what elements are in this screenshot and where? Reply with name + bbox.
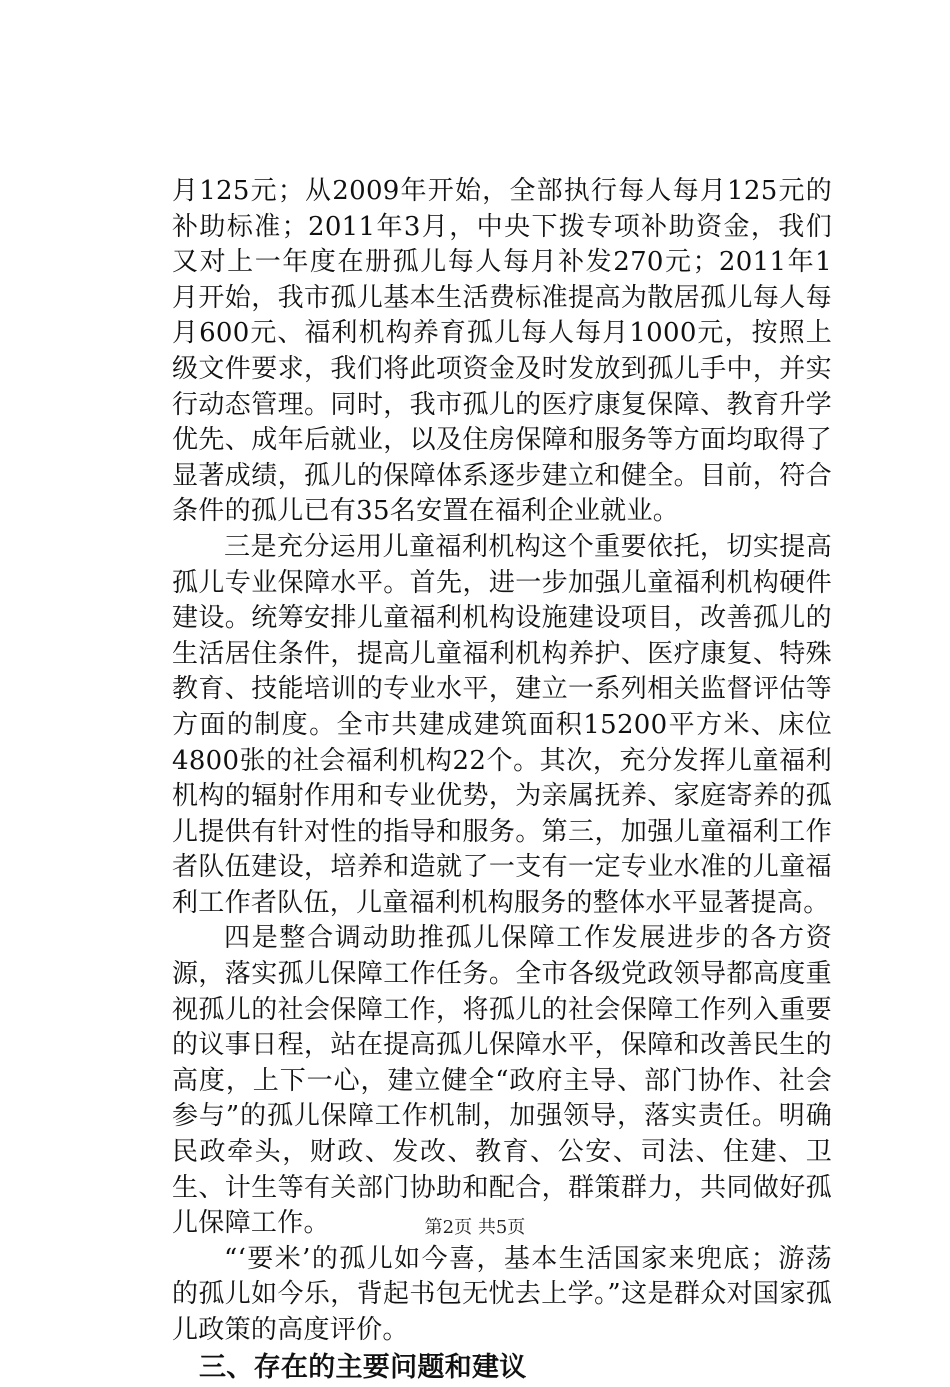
page-footer: 第2页 共5页: [424, 1217, 526, 1238]
paragraph-third-point: 三是充分运用儿童福利机构这个重要依托，切实提高孤儿专业保障水平。首先，进一步加强儿童福利机构硬件建设。统筹安排儿童福利机构设施建设项目，改善孤儿的生活居住条件，提高儿童福利机构养护、医疗康复、特殊教育、技能培训的专业水平，建立一系列相关监督评估等方面的制度。全市共建成建筑面积15200平方米、床位4800张的社会福利机构22个。其次，充分发挥儿童福利机构的辐射作用和专业优势，为亲属抚养、家庭寄养的孤儿提供有针对性的指导和服务。第三，加强儿童福利工作者队伍建设，培养和造就了一支有一定专业水准的儿童福利工作者队伍，儿童福利机构服务的整体水平显著提高。: [172, 531, 832, 918]
document-body: [172, 174, 832, 1387]
section-heading: 三、存在的主要问题和建议: [199, 1351, 527, 1383]
paragraph-fourth-point: 四是整合调动助推孤儿保障工作发展进步的各方资源，落实孤儿保障工作任务。全市各级党政领导都高度重视孤儿的社会保障工作，将孤儿的社会保障工作列入重要的议事日程，站在提高孤儿保障水平，保障和改善民生的高度，上下一心，建立健全“政府主导、部门协作、社会参与”的孤儿保障工作机制，加强领导，落实责任。明确民政牵头，财政、发改、教育、公安、司法、住建、卫生、计生等有关部门协助和配合，群策群力，共同做好孤儿保障工作。: [172, 923, 832, 1239]
paragraph-continuation: 月125元；从2009年开始，全部执行每人每月125元的补助标准；2011年3月，中央下拨专项补助资金，我们又对上一年度在册孤儿每人每月补发270元；2011年1月开始，我市孤儿基本生活费标准提高为散居孤儿每人每月600元、福利机构养育孤儿每人每月1000元，按照上级文件要求，我们将此项资金及时发放到孤儿手中，并实行动态管理。同时，我市孤儿的医疗康复保障、教育升学优先、成年后就业，以及住房保障和服务等方面均取得了显著成绩，孤儿的保障体系逐步建立和健全。目前，符合条件的孤儿已有35名安置在福利企业就业。: [172, 176, 832, 527]
paragraph-public-evaluation: “‘要米’的孤儿如今喜，基本生活国家来兜底；游荡的孤儿如今乐，背起书包无忧去上学。”这是群众对国家孤儿政策的高度评价。: [172, 1243, 832, 1345]
